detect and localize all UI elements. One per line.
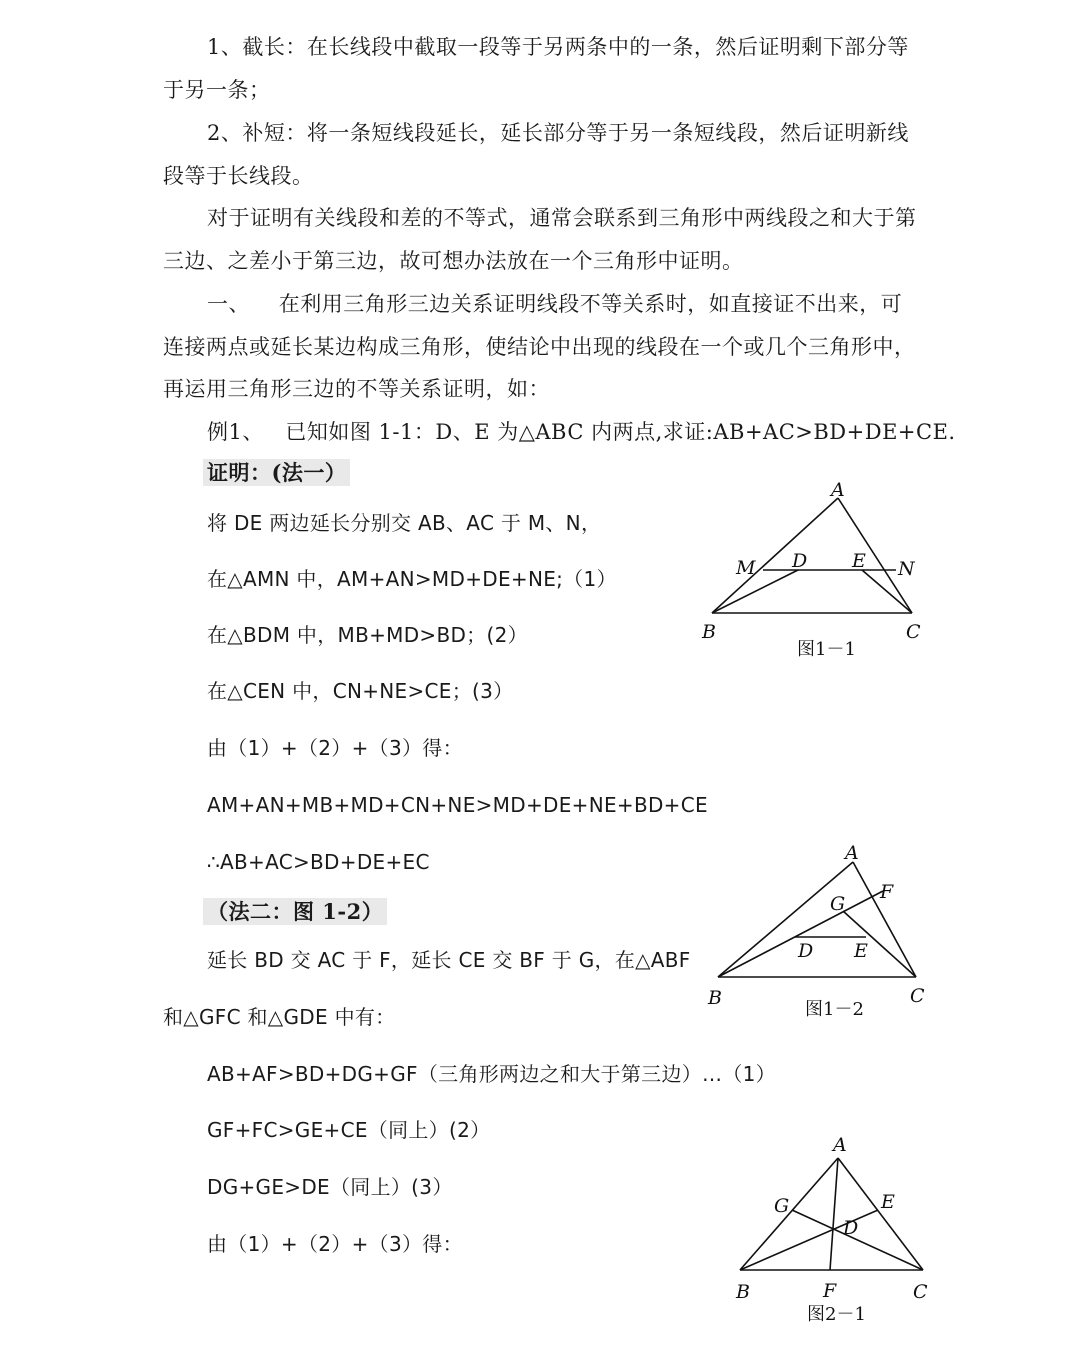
method-2-line-3: AB+AF>BD+DG+GF（三角形两边之和大于第三边）…（1） xyxy=(207,1062,776,1086)
method-2-line-6: 由（1）+（2）+（3）得： xyxy=(207,1232,463,1256)
segment-AB xyxy=(712,498,838,613)
label-A: A xyxy=(845,842,859,864)
label-E: E xyxy=(852,550,866,572)
paragraph-1-line-1: 1、截长：在长线段中截取一段等于另两条中的一条，然后证明剩下部分等 xyxy=(207,35,909,59)
label-B: B xyxy=(736,1281,750,1303)
figure-1-2-caption: 图1－2 xyxy=(805,999,864,1020)
segment-AC xyxy=(838,1158,923,1270)
method-1-line-1: 将 DE 两边延长分别交 AB、AC 于 M、N， xyxy=(207,511,602,535)
label-B: B xyxy=(708,987,722,1009)
method-1-title: 证明：(法一） xyxy=(203,459,350,486)
label-F: F xyxy=(823,1280,837,1302)
figure-1-1 xyxy=(690,475,930,665)
label-F: F xyxy=(880,881,894,903)
label-D: D xyxy=(843,1217,859,1239)
method-1-line-2: 在△AMN 中，AM+AN>MD+DE+NE;（1） xyxy=(207,567,617,591)
label-D: D xyxy=(792,550,808,572)
label-A: A xyxy=(831,479,845,501)
label-G: G xyxy=(830,893,846,915)
label-G: G xyxy=(774,1195,790,1217)
method-2-line-5: DG+GE>DE（同上）(3） xyxy=(207,1175,453,1199)
label-C: C xyxy=(910,985,925,1007)
method-1-line-4: 在△CEN 中，CN+NE>CE；(3） xyxy=(207,679,514,703)
figure-1-1-caption: 图1－1 xyxy=(797,639,856,660)
figure-1-2 xyxy=(700,838,940,1028)
paragraph-3-line-2: 三边、之差小于第三边，故可想办法放在一个三角形中证明。 xyxy=(163,249,744,273)
paragraph-4-line-3: 再运用三角形三边的不等关系证明，如： xyxy=(163,377,550,401)
paragraph-2-line-2: 段等于长线段。 xyxy=(163,164,314,188)
method-2-line-2: 和△GFC 和△GDE 中有： xyxy=(163,1005,396,1029)
segment-AF xyxy=(830,1158,838,1270)
method-1-line-6: AM+AN+MB+MD+CN+NE>MD+DE+NE+BD+CE xyxy=(207,793,708,817)
segment-AC xyxy=(838,498,912,613)
paragraph-2-line-1: 2、补短：将一条短线段延长，延长部分等于另一条短线段，然后证明新线 xyxy=(207,121,909,145)
paragraph-1-line-2: 于另一条； xyxy=(163,78,271,102)
method-1-line-3: 在△BDM 中，MB+MD>BD；(2） xyxy=(207,623,528,647)
segment-AB xyxy=(718,862,853,977)
paragraph-4-line-2: 连接两点或延长某边构成三角形，使结论中出现的线段在一个或几个三角形中， xyxy=(163,335,916,359)
paragraph-4-line-1: 一、 在利用三角形三边关系证明线段不等关系时，如直接证不出来，可 xyxy=(207,292,903,316)
method-2-line-1: 延长 BD 交 AC 于 F，延长 CE 交 BF 于 G，在△ABF xyxy=(207,948,691,972)
figure-2-1-caption: 图2－1 xyxy=(807,1304,866,1325)
label-N: N xyxy=(898,558,915,580)
label-B: B xyxy=(702,621,716,643)
figure-2-1 xyxy=(728,1130,948,1330)
method-1-line-7: ∴AB+AC>BD+DE+EC xyxy=(207,850,430,874)
segment-BF xyxy=(718,891,883,977)
method-1-line-5: 由（1）+（2）+（3）得： xyxy=(207,736,463,760)
paragraph-3-line-1: 对于证明有关线段和差的不等式，通常会联系到三角形中两线段之和大于第 xyxy=(207,206,917,230)
label-D: D xyxy=(798,940,814,962)
example-1-statement: 例1、 已知如图 1-1：D、E 为△ABC 内两点,求证:AB+AC>BD+DE+CE. xyxy=(207,420,956,444)
label-C: C xyxy=(906,621,921,643)
method-2-title: （法二：图 1-2） xyxy=(203,898,387,925)
label-M: M xyxy=(736,557,756,579)
method-2-line-4: GF+FC>GE+CE（同上）(2） xyxy=(207,1118,491,1142)
label-C: C xyxy=(913,1281,928,1303)
label-E: E xyxy=(881,1191,895,1213)
label-A: A xyxy=(833,1134,847,1156)
label-E: E xyxy=(854,940,868,962)
